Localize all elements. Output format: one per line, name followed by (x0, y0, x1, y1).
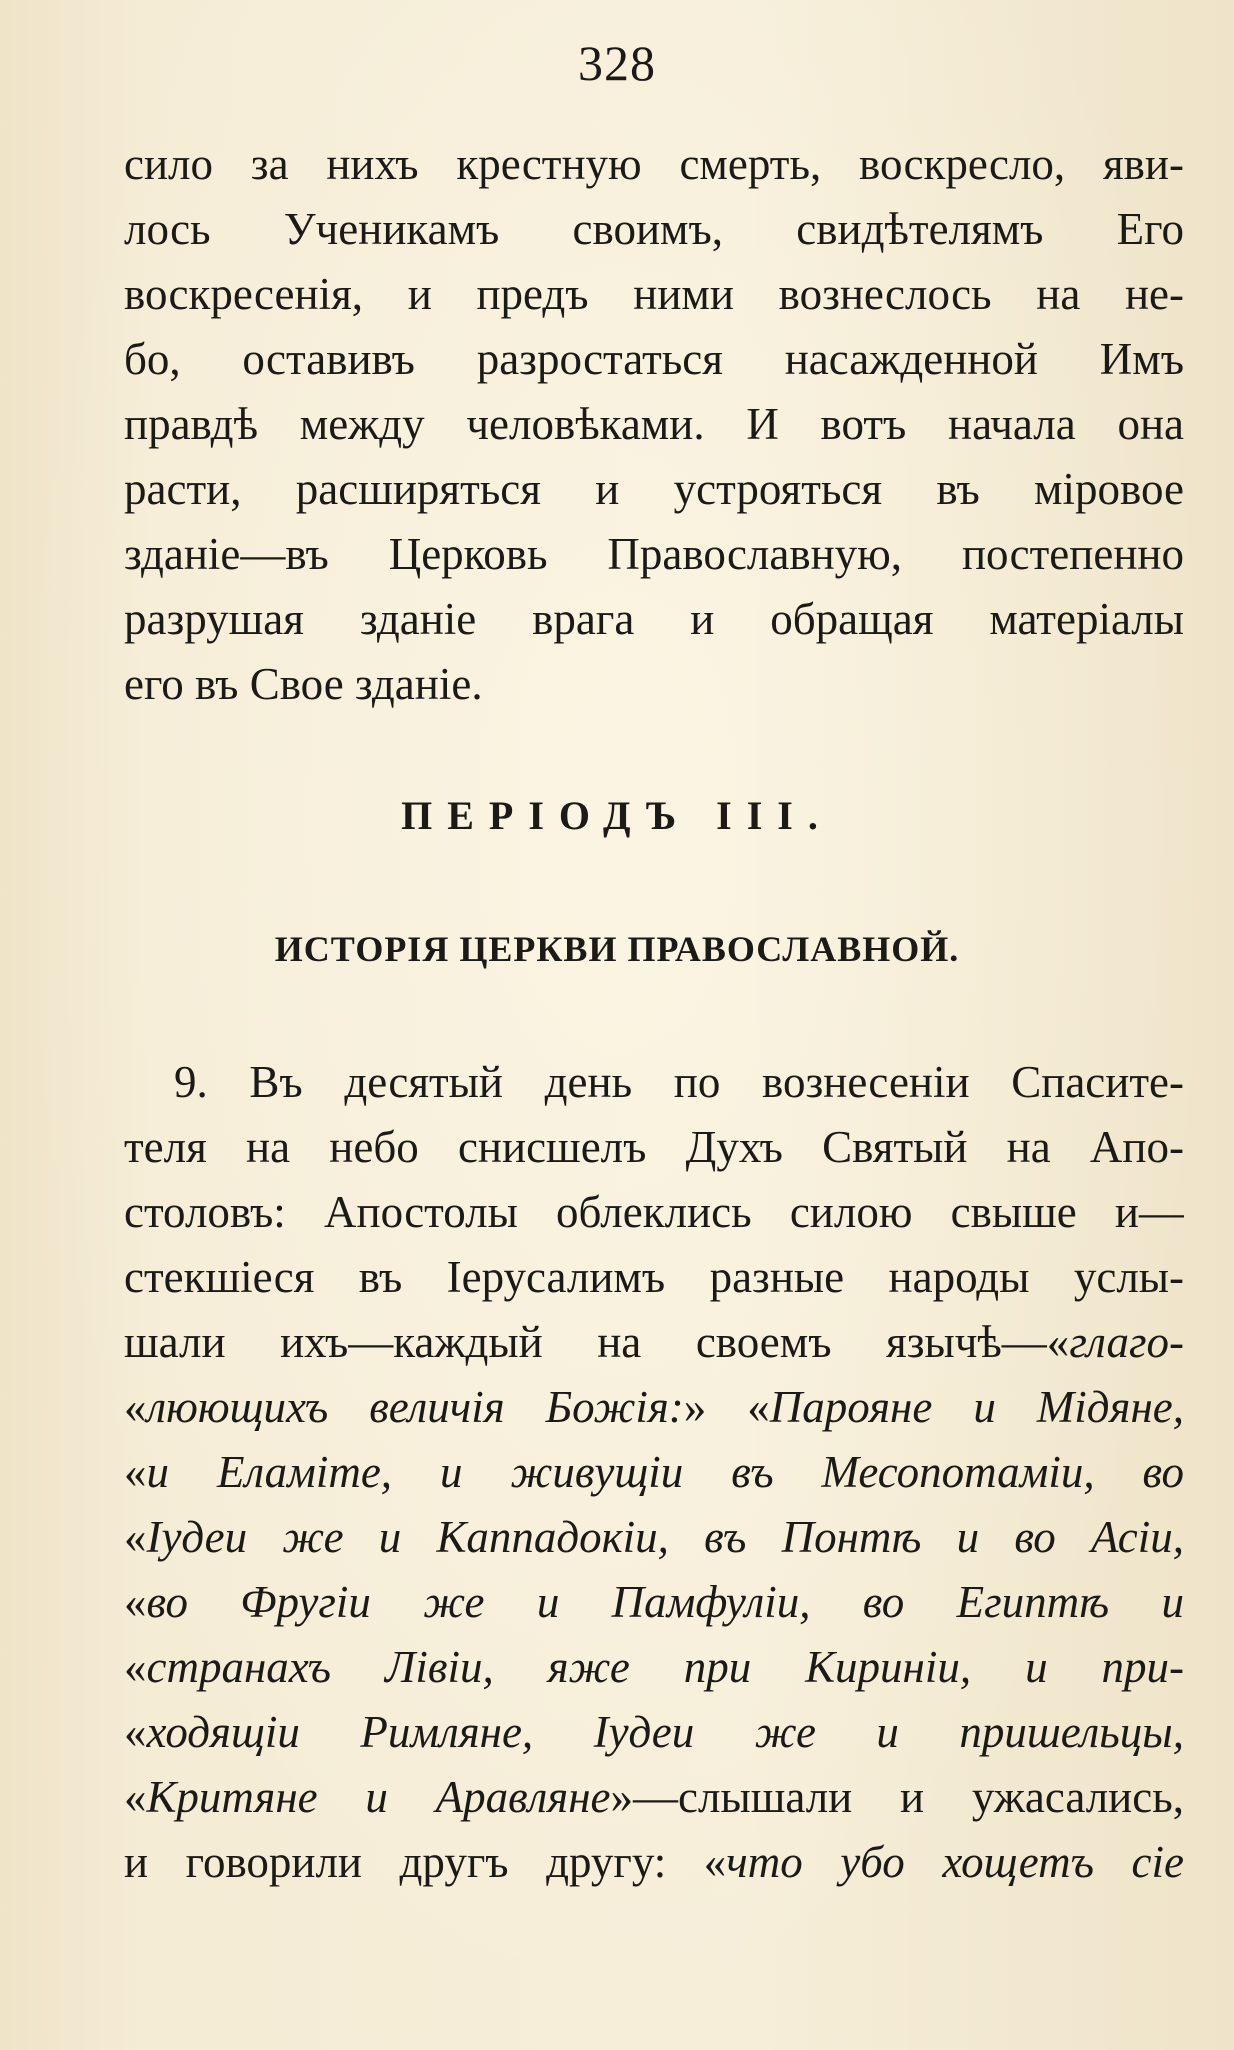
text-line (124, 1830, 1184, 1895)
text-segment: стекшіеся въ Іерусалимъ разные народы услы- (124, 1252, 1184, 1302)
text-line (124, 1505, 1184, 1570)
top-paragraph (124, 132, 1184, 717)
text-segment: теля на небо снисшелъ Духъ Святый на Апо- (124, 1122, 1184, 1172)
text-line (124, 1050, 1184, 1115)
text-line (124, 1180, 1184, 1245)
text-line: разрушая зданіе врага и обращая матеріалы (124, 594, 1184, 644)
italic-text-segment: во Фругіи же и Памфуліи, во Египтѣ и (146, 1577, 1184, 1627)
text-line (124, 1765, 1184, 1830)
text-line: бо, оставивъ разростаться насажденной Имъ (124, 334, 1184, 384)
text-line: воскресенія, и предъ ними вознеслось на не- (124, 269, 1184, 319)
text-line (124, 1700, 1184, 1765)
text-segment: « (124, 1707, 147, 1757)
text-line (124, 1440, 1184, 1505)
italic-text-segment: Критяне и Аравляне (146, 1772, 611, 1822)
italic-text-segment: что убо хощетъ сіе (726, 1837, 1184, 1887)
text-segment: « (124, 1512, 147, 1562)
text-line: сило за нихъ крестную смерть, воскресло, яви- (124, 139, 1184, 189)
text-line: его въ Свое зданіе. (124, 659, 483, 709)
italic-text-segment: странахъ Лівіи, яже при Кириніи, и при- (146, 1642, 1184, 1692)
text-segment: « (124, 1577, 147, 1627)
text-segment: столовъ: Апостолы облеклись силою свыше и— (124, 1187, 1184, 1237)
text-line (124, 1310, 1184, 1375)
text-line: расти, расширяться и устрояться въ міровое (124, 464, 1184, 514)
text-line: зданіе—въ Церковь Православную, постепенно (124, 529, 1184, 579)
text-line (124, 1635, 1184, 1700)
text-segment: « (124, 1772, 147, 1822)
text-segment: 9. Въ десятый день по вознесеніи Спасите- (174, 1057, 1184, 1107)
text-segment: и говорили другъ другу: « (124, 1837, 727, 1887)
text-segment: « (124, 1447, 147, 1497)
period-heading: ПЕРІОДЪ III. (401, 793, 833, 838)
italic-text-segment: ходящіи Римляне, Іудеи же и пришельцы, (146, 1707, 1184, 1757)
text-segment: « (124, 1382, 147, 1432)
text-line: правдѣ между человѣками. И вотъ начала она (124, 399, 1184, 449)
section-heading: ИСТОРІЯ ЦЕРКВИ ПРАВОСЛАВНОЙ. (274, 929, 960, 969)
text-segment: шали ихъ—каждый на своемъ язычѣ—« (124, 1317, 1070, 1367)
page-number: 328 (578, 35, 656, 91)
text-line: лось Ученикамъ своимъ, свидѣтелямъ Его (124, 204, 1184, 254)
italic-text-segment: Парояне и Мідяне, (769, 1382, 1184, 1432)
italic-text-segment: и Еламіте, и живущіи въ Месопотаміи, во (146, 1447, 1184, 1497)
paragraph-9 (124, 1050, 1184, 1895)
text-segment: »—слышали и ужасались, (610, 1772, 1184, 1822)
italic-text-segment: Іудеи же и Каппадокіи, въ Понтѣ и во Асіи, (146, 1512, 1184, 1562)
italic-text-segment: глаго- (1069, 1317, 1184, 1367)
text-line (124, 1375, 1184, 1440)
italic-text-segment: люющихъ величія Божія: (146, 1382, 684, 1432)
text-line (124, 1115, 1184, 1180)
text-line (124, 1245, 1184, 1310)
text-segment: « (124, 1642, 147, 1692)
text-segment: » « (683, 1382, 770, 1432)
text-line (124, 1570, 1184, 1635)
